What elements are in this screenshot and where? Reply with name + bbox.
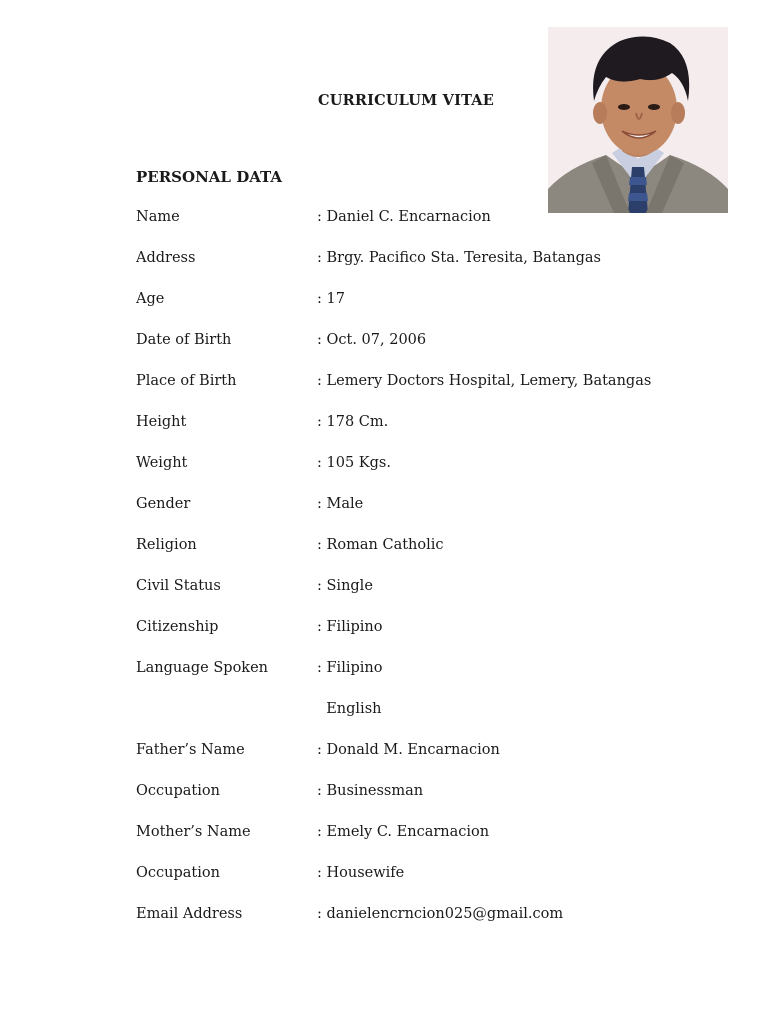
field-label: Date of Birth bbox=[136, 332, 232, 348]
field-row-gender bbox=[136, 496, 736, 537]
personal-data-list bbox=[136, 209, 736, 947]
field-label: Civil Status bbox=[136, 578, 221, 594]
document-title: CURRICULUM VITAE bbox=[318, 92, 494, 109]
field-label: Name bbox=[136, 209, 180, 225]
section-heading-personal-data: PERSONAL DATA bbox=[136, 168, 283, 186]
field-value: : Daniel C. Encarnacion bbox=[317, 209, 491, 225]
field-label: Weight bbox=[136, 455, 188, 471]
field-row-age bbox=[136, 291, 736, 332]
field-row-height bbox=[136, 414, 736, 455]
field-label: Gender bbox=[136, 496, 191, 512]
field-row-weight bbox=[136, 455, 736, 496]
field-row-mother-occupation bbox=[136, 865, 736, 906]
field-value: : Donald M. Encarnacion bbox=[317, 742, 500, 758]
field-label: Occupation bbox=[136, 865, 220, 881]
field-label: Age bbox=[136, 291, 165, 307]
field-row-father-occupation bbox=[136, 783, 736, 824]
profile-photo bbox=[548, 27, 728, 213]
field-row-language-spoken-continued bbox=[136, 701, 736, 742]
field-value: : 178 Cm. bbox=[317, 414, 389, 430]
field-label: Religion bbox=[136, 537, 197, 553]
field-row-civil-status bbox=[136, 578, 736, 619]
field-row-address bbox=[136, 250, 736, 291]
field-value: English bbox=[317, 701, 382, 717]
field-row-place-of-birth bbox=[136, 373, 736, 414]
field-label: Height bbox=[136, 414, 187, 430]
field-row-name bbox=[136, 209, 736, 250]
field-value: : Filipino bbox=[317, 619, 383, 635]
field-row-fathers-name bbox=[136, 742, 736, 783]
field-value: : Male bbox=[317, 496, 364, 512]
field-row-mothers-name bbox=[136, 824, 736, 865]
field-label: Email Address bbox=[136, 906, 243, 922]
field-value: : 105 Kgs. bbox=[317, 455, 391, 471]
field-label: Citizenship bbox=[136, 619, 219, 635]
field-value: : Housewife bbox=[317, 865, 405, 881]
field-label: Mother’s Name bbox=[136, 824, 251, 840]
field-value: : Single bbox=[317, 578, 373, 594]
field-label: Address bbox=[136, 250, 196, 266]
field-label: Father’s Name bbox=[136, 742, 245, 758]
field-row-language-spoken bbox=[136, 660, 736, 701]
field-row-religion bbox=[136, 537, 736, 578]
portrait-image bbox=[548, 27, 728, 213]
field-value: : Oct. 07, 2006 bbox=[317, 332, 427, 348]
field-value: : Filipino bbox=[317, 660, 383, 676]
field-value: : Emely C. Encarnacion bbox=[317, 824, 490, 840]
field-value: : Brgy. Pacifico Sta. Teresita, Batangas bbox=[317, 250, 601, 266]
field-value: : Businessman bbox=[317, 783, 424, 799]
field-value: : Roman Catholic bbox=[317, 537, 444, 553]
field-label: Occupation bbox=[136, 783, 220, 799]
field-label: Language Spoken bbox=[136, 660, 269, 676]
field-value: : Lemery Doctors Hospital, Lemery, Batangas bbox=[317, 373, 652, 389]
field-row-email-address bbox=[136, 906, 736, 947]
field-value: : danielencrncion025@gmail.com bbox=[317, 906, 564, 922]
field-row-date-of-birth bbox=[136, 332, 736, 373]
field-row-citizenship bbox=[136, 619, 736, 660]
field-value: : 17 bbox=[317, 291, 345, 307]
field-label: Place of Birth bbox=[136, 373, 237, 389]
